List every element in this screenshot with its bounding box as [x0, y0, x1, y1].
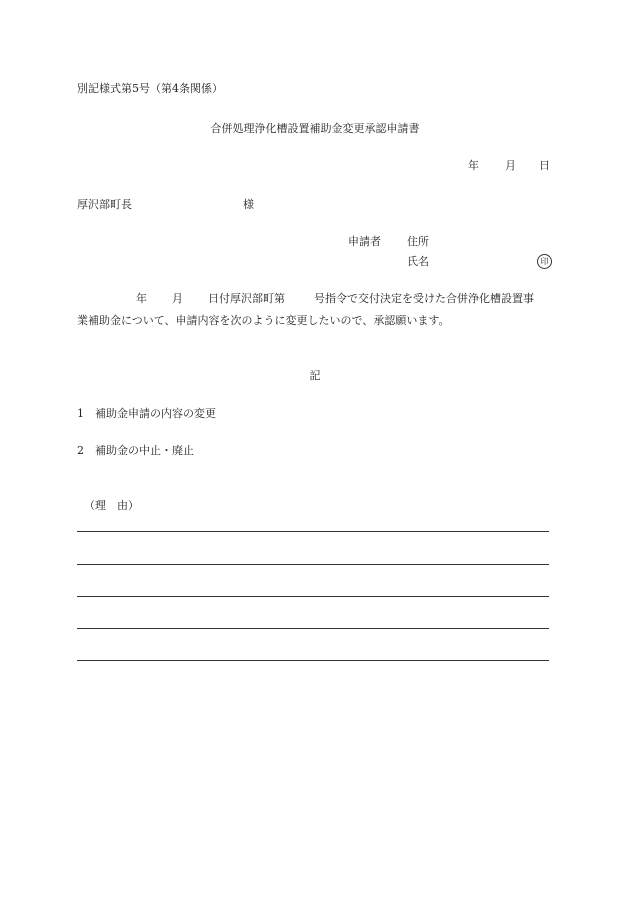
- item-label: 補助金申請の内容の変更: [95, 407, 216, 420]
- reason-line: [77, 596, 549, 597]
- seal-mark: 印: [537, 254, 552, 269]
- reason-line: [77, 628, 549, 629]
- list-item: [77, 444, 194, 458]
- body-decision-text: 号指令で交付決定を受けた合併浄化槽設置事: [314, 292, 534, 305]
- ki-heading: 記: [309, 369, 321, 382]
- body-year-label: 年: [136, 292, 147, 305]
- body-paragraph-line-1: [0, 292, 630, 306]
- list-item: [77, 407, 216, 421]
- reason-line: [77, 660, 549, 661]
- document-title: 合併処理浄化槽設置補助金変更承認申請書: [210, 122, 420, 135]
- item-number: 2: [77, 444, 84, 457]
- addressee-honorific: 様: [243, 198, 254, 211]
- reason-line: [77, 564, 549, 565]
- addressee-name: 厚沢部町長: [77, 198, 132, 211]
- date-month-label: 月: [505, 159, 516, 172]
- body-date-reference: 日付厚沢部町第: [208, 292, 285, 305]
- date-day-label: 日: [539, 159, 550, 172]
- reason-line: [77, 531, 549, 532]
- address-label: 住所: [407, 235, 429, 248]
- item-number: 1: [77, 407, 84, 420]
- name-label: 氏名: [407, 255, 429, 268]
- item-label: 補助金の中止・廃止: [95, 444, 194, 457]
- body-paragraph-line-2: 業補助金について、申請内容を次のように変更したいので、承認願います。: [77, 314, 450, 327]
- applicant-label: 申請者: [348, 235, 381, 248]
- form-number-label: 別記様式第5号（第4条関係）: [77, 82, 223, 95]
- body-month-label: 月: [172, 292, 183, 305]
- reason-label: （理 由）: [84, 499, 139, 512]
- date-year-label: 年: [468, 159, 479, 172]
